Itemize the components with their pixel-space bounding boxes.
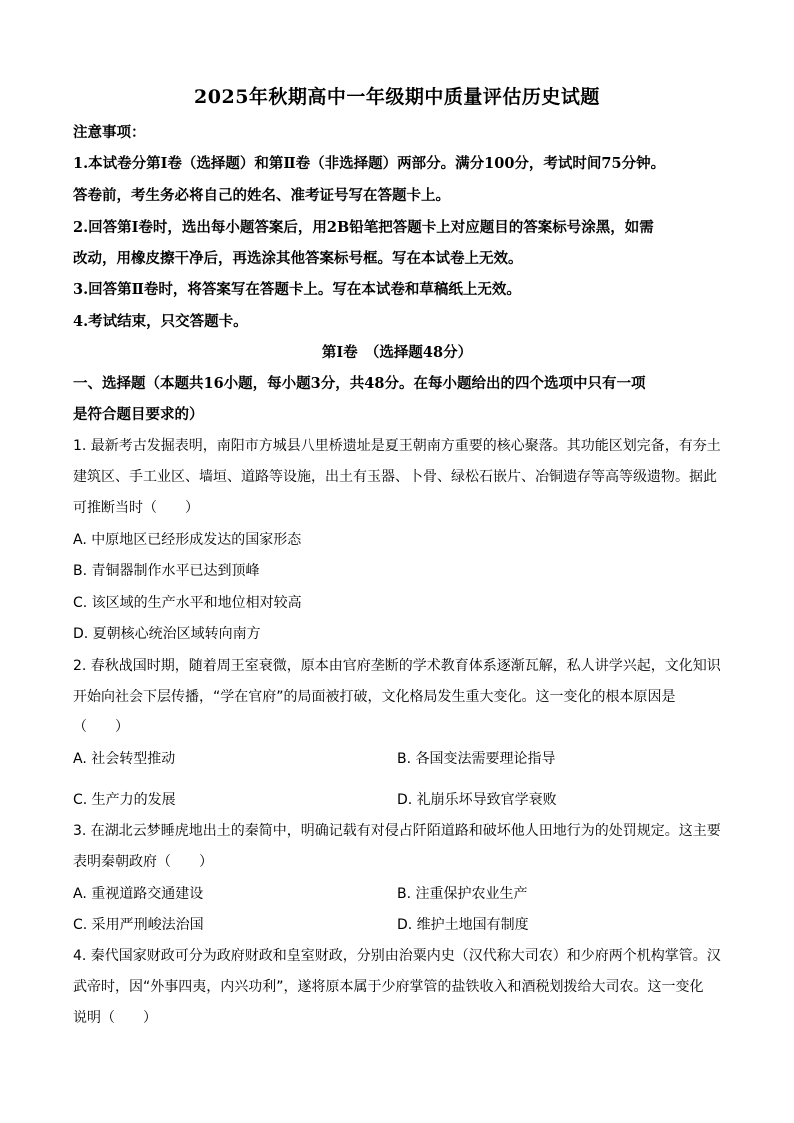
question-3-option-d: D. 维护土地国有制度 — [397, 917, 529, 933]
question-4-stem: 武帝时，因“外事四夷，内兴功利”，遂将原本属于少府掌管的盐铁收入和酒税划拨给大司农。这一变化 — [73, 979, 704, 995]
question-1-option-b: B. 青铜器制作水平已达到顶峰 — [73, 563, 260, 579]
question-2-option-c: C. 生产力的发展 — [73, 792, 176, 808]
section-instruction: 一、选择题（本题共16小题，每小题3分，共48分。在每小题给出的四个选项中只有一项 — [73, 375, 646, 392]
question-3-option-b: B. 注重保护农业生产 — [397, 886, 528, 902]
notice-line: 改动，用橡皮擦干净后，再选涂其他答案标号框。写在本试卷上无效。 — [73, 250, 523, 267]
notice-line: 4.考试结束，只交答题卡。 — [73, 313, 248, 330]
section-title: 第Ⅰ卷 （选择题48分） — [321, 344, 473, 361]
exam-title: 2025年秋期高中一年级期中质量评估历史试题 — [194, 86, 600, 108]
question-2-option-b: B. 各国变法需要理论指导 — [397, 751, 556, 767]
notice-line: 1.本试卷分第Ⅰ卷（选择题）和第Ⅱ卷（非选择题）两部分。满分100分，考试时间75分钟。 — [73, 155, 666, 172]
notice-line: 2.回答第Ⅰ卷时，选出每小题答案后，用2B铅笔把答题卡上对应题目的答案标号涂黑，如需 — [73, 219, 654, 236]
question-4-stem: 说明（ ） — [73, 1010, 157, 1026]
question-2-option-d: D. 礼崩乐坏导致官学衰败 — [397, 792, 557, 808]
question-1-option-a: A. 中原地区已经形成发达的国家形态 — [73, 532, 302, 548]
question-3-option-c: C. 采用严刑峻法治国 — [73, 917, 204, 933]
notice-line: 3.回答第Ⅱ卷时，将答案写在答题卡上。写在本试卷和草稿纸上无效。 — [73, 281, 521, 298]
question-3-stem: 3. 在湖北云梦睡虎地出土的秦简中，明确记载有对侵占阡陌道路和破坏他人田地行为的处罚规定。这主要 — [73, 823, 721, 839]
question-2-option-a: A. 社会转型推动 — [73, 751, 176, 767]
question-1-stem: 可推断当时（ ） — [73, 500, 199, 516]
section-instruction: 是符合题目要求的） — [73, 406, 204, 423]
notice-line: 答卷前，考生务必将自己的姓名、准考证号写在答题卡上。 — [73, 187, 450, 204]
question-2-stem: 2. 春秋战国时期，随着周王室衰微，原本由官府垄断的学术教育体系逐渐瓦解，私人讲学兴起，文化知识 — [73, 658, 721, 674]
question-2-stem: （ ） — [73, 719, 129, 735]
question-3-stem: 表明秦朝政府（ ） — [73, 854, 213, 870]
question-1-stem: 建筑区、手工业区、墙垣、道路等设施，出土有玉器、卜骨、绿松石嵌片、冶铜遗存等高等级遗物。据此 — [73, 469, 717, 485]
notice-heading: 注意事项： — [73, 124, 146, 141]
question-1-stem: 1. 最新考古发掘表明，南阳市方城县八里桥遗址是夏王朝南方重要的核心聚落。其功能区划完备，有夯土 — [73, 438, 721, 454]
question-2-stem: 开始向社会下层传播，“学在官府”的局面被打破，文化格局发生重大变化。这一变化的根本原因是 — [73, 689, 676, 705]
question-1-option-c: C. 该区域的生产水平和地位相对较高 — [73, 595, 302, 611]
question-4-stem: 4. 秦代国家财政可分为政府财政和皇室财政，分别由治粟内史（汉代称大司农）和少府两个机构掌管。汉 — [73, 948, 721, 964]
question-3-option-a: A. 重视道路交通建设 — [73, 886, 204, 902]
question-1-option-d: D. 夏朝核心统治区域转向南方 — [73, 626, 261, 642]
